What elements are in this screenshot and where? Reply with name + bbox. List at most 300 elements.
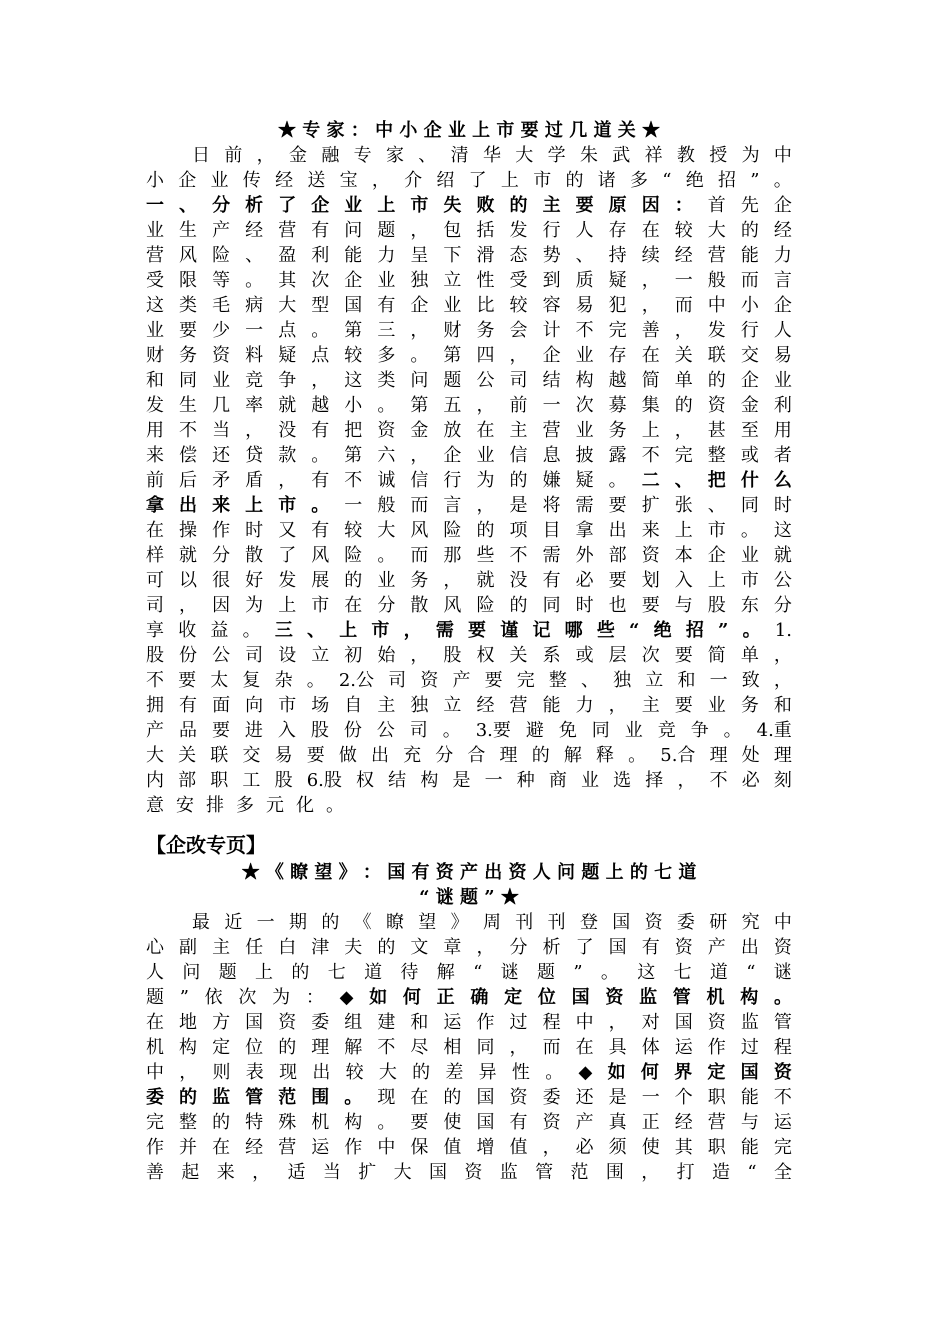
text-glyph: 华 bbox=[482, 145, 501, 166]
text-glyph: 释 bbox=[595, 745, 614, 766]
text-glyph: 为 bbox=[245, 595, 264, 616]
text-glyph: 能 bbox=[740, 245, 759, 266]
text-glyph: 学 bbox=[547, 145, 566, 166]
text-glyph: 解 bbox=[344, 1037, 363, 1058]
text-glyph: 三 bbox=[274, 620, 293, 641]
text-glyph: 散 bbox=[245, 545, 264, 566]
text-glyph: 记 bbox=[532, 620, 551, 641]
text-glyph: ， bbox=[542, 1137, 561, 1158]
text-glyph: 犯 bbox=[608, 295, 627, 316]
text-glyph: 如 bbox=[607, 1062, 626, 1083]
text-glyph: 增 bbox=[476, 1137, 495, 1158]
text-glyph: 业 bbox=[377, 270, 396, 291]
text-glyph: 务 bbox=[410, 570, 429, 591]
text-glyph: 大 bbox=[515, 145, 534, 166]
text-glyph: 问 bbox=[410, 370, 429, 391]
text-glyph: 。 bbox=[442, 720, 461, 741]
text-glyph: 期 bbox=[288, 912, 307, 933]
text-glyph: 第 bbox=[410, 395, 429, 416]
text-glyph: 。 bbox=[740, 520, 759, 541]
text-glyph: “ bbox=[473, 962, 483, 983]
text-glyph: 疑 bbox=[608, 270, 627, 291]
text-glyph: 中 bbox=[146, 1062, 164, 1083]
text-glyph: 要 bbox=[468, 620, 487, 641]
text-glyph: 委 bbox=[311, 1012, 330, 1033]
text-glyph: 受 bbox=[146, 270, 164, 291]
text-glyph: 财 bbox=[146, 345, 164, 366]
text-glyph: 副 bbox=[179, 937, 198, 958]
text-glyph: 立 bbox=[311, 645, 330, 666]
text-glyph: 发 bbox=[146, 395, 164, 416]
text-glyph: 完 bbox=[608, 320, 627, 341]
text-glyph: 。 bbox=[377, 1112, 396, 1133]
text-glyph: 构 bbox=[420, 770, 439, 791]
text-glyph: 善 bbox=[146, 1162, 164, 1183]
text-glyph: 什 bbox=[740, 470, 759, 491]
text-glyph: 尽 bbox=[410, 1037, 429, 1058]
text-line bbox=[146, 468, 792, 493]
text-line bbox=[146, 743, 792, 768]
text-glyph: 在 bbox=[575, 1037, 594, 1058]
text-glyph: 信 bbox=[410, 470, 429, 491]
text-glyph: 疑 bbox=[278, 345, 297, 366]
text-glyph: 的 bbox=[565, 170, 584, 191]
text-glyph: 分 bbox=[212, 195, 231, 216]
text-glyph: 充 bbox=[403, 745, 422, 766]
text-glyph: 益 bbox=[210, 620, 229, 641]
text-glyph: 次 bbox=[311, 270, 330, 291]
text-glyph: 打 bbox=[676, 1162, 695, 1183]
text-glyph: 产 bbox=[575, 1112, 594, 1133]
text-glyph: 相 bbox=[443, 1037, 462, 1058]
text-glyph: 几 bbox=[212, 395, 231, 416]
text-glyph: 国 bbox=[429, 1162, 447, 1183]
text-glyph: 界 bbox=[674, 1062, 693, 1083]
text-glyph: 行 bbox=[443, 470, 462, 491]
text-glyph: 第 bbox=[344, 320, 363, 341]
text-glyph: 项 bbox=[509, 520, 528, 541]
text-glyph: 向 bbox=[245, 695, 264, 716]
text-glyph: 绝 bbox=[685, 170, 704, 191]
text-glyph: 构 bbox=[344, 1112, 363, 1133]
text-glyph: 原 bbox=[608, 195, 627, 216]
text-glyph: 刊 bbox=[547, 912, 566, 933]
text-glyph: 经 bbox=[245, 1137, 264, 1158]
text-glyph: 研 bbox=[709, 912, 728, 933]
text-glyph: 立 bbox=[443, 270, 462, 291]
text-glyph: 以 bbox=[179, 570, 198, 591]
text-glyph: 较 bbox=[344, 345, 363, 366]
text-glyph: 六 bbox=[377, 445, 396, 466]
text-glyph: 较 bbox=[345, 1062, 364, 1083]
text-glyph: 就 bbox=[278, 395, 297, 416]
text-glyph: 营 bbox=[278, 1137, 297, 1158]
text-glyph: 的 bbox=[707, 370, 726, 391]
text-glyph: 的 bbox=[377, 937, 396, 958]
text-glyph: ： bbox=[305, 987, 324, 1008]
text-glyph: 务 bbox=[476, 320, 495, 341]
text-glyph: 的 bbox=[321, 912, 340, 933]
text-glyph: 其 bbox=[278, 270, 297, 291]
text-glyph: 风 bbox=[410, 520, 429, 541]
text-glyph: 专 bbox=[353, 145, 372, 166]
text-glyph: 时 bbox=[575, 595, 594, 616]
text-glyph: 为 bbox=[272, 987, 291, 1008]
text-line bbox=[146, 218, 792, 243]
text-line bbox=[146, 293, 792, 318]
text-glyph: 资 bbox=[707, 395, 726, 416]
text-glyph: 先 bbox=[740, 195, 759, 216]
text-glyph: 企 bbox=[410, 295, 429, 316]
text-glyph: 般 bbox=[377, 495, 396, 516]
text-glyph: 需 bbox=[542, 545, 561, 566]
text-glyph: 不 bbox=[146, 670, 164, 691]
text-glyph: 必 bbox=[575, 570, 594, 591]
text-glyph: 差 bbox=[445, 1062, 464, 1083]
text-glyph: 七 bbox=[327, 962, 346, 983]
text-glyph: 务 bbox=[740, 695, 759, 716]
text-glyph: 出 bbox=[740, 937, 759, 958]
text-glyph: 构 bbox=[740, 987, 759, 1008]
text-glyph: 次 bbox=[641, 645, 660, 666]
text-glyph: 有 bbox=[311, 520, 330, 541]
text-glyph: 盈 bbox=[278, 245, 297, 266]
text-glyph: 拿 bbox=[575, 520, 594, 541]
text-glyph: 这 bbox=[146, 295, 164, 316]
text-glyph: 股 bbox=[707, 595, 726, 616]
text-glyph: 初 bbox=[344, 645, 363, 666]
text-glyph: 适 bbox=[287, 1162, 306, 1183]
text-glyph: 结 bbox=[542, 370, 561, 391]
text-glyph: 毛 bbox=[212, 295, 231, 316]
text-glyph: 了 bbox=[575, 937, 594, 958]
text-glyph: 放 bbox=[443, 420, 462, 441]
text-glyph: 始 bbox=[377, 645, 396, 666]
text-glyph: 发 bbox=[707, 320, 726, 341]
text-glyph: 业 bbox=[146, 320, 164, 341]
text-glyph: 司 bbox=[388, 670, 407, 691]
text-glyph: 完 bbox=[674, 445, 693, 466]
text-glyph: 来 bbox=[146, 445, 164, 466]
text-glyph: 起 bbox=[181, 1162, 200, 1183]
text-glyph: 题 bbox=[377, 220, 396, 241]
text-glyph: 问 bbox=[182, 962, 201, 983]
text-glyph: 立 bbox=[443, 695, 462, 716]
text-glyph: 理 bbox=[773, 745, 792, 766]
text-glyph: 的 bbox=[291, 962, 310, 983]
text-glyph: ， bbox=[677, 770, 696, 791]
text-glyph: 不 bbox=[773, 1087, 792, 1108]
text-glyph: 免 bbox=[558, 720, 577, 741]
text-glyph: 题 bbox=[146, 987, 164, 1008]
text-glyph: 。 bbox=[628, 745, 647, 766]
text-glyph: 司 bbox=[146, 595, 164, 616]
text-glyph: 任 bbox=[245, 937, 264, 958]
text-glyph: 市 bbox=[311, 595, 330, 616]
text-glyph: 来 bbox=[216, 1162, 235, 1183]
text-glyph: 问 bbox=[344, 220, 363, 241]
text-glyph: 构 bbox=[575, 370, 594, 391]
text-glyph: ” bbox=[573, 962, 583, 983]
text-glyph: ， bbox=[410, 320, 429, 341]
text-glyph: 操 bbox=[179, 520, 198, 541]
text-glyph: 生 bbox=[179, 220, 198, 241]
text-line bbox=[146, 1035, 792, 1060]
text-glyph: 业 bbox=[146, 220, 164, 241]
text-glyph: 本 bbox=[674, 545, 693, 566]
text-glyph: 内 bbox=[146, 770, 164, 791]
text-glyph: 围 bbox=[311, 1087, 330, 1108]
text-glyph: 朱 bbox=[579, 145, 598, 166]
text-glyph: 经 bbox=[476, 695, 495, 716]
text-glyph: 至 bbox=[740, 420, 759, 441]
text-glyph: 风 bbox=[443, 595, 462, 616]
text-glyph: 范 bbox=[570, 1162, 589, 1183]
text-line bbox=[146, 643, 792, 668]
text-glyph: 日 bbox=[192, 145, 210, 166]
text-glyph: 运 bbox=[311, 1137, 330, 1158]
text-glyph: 病 bbox=[245, 295, 264, 316]
text-glyph: 司 bbox=[409, 720, 428, 741]
text-glyph: 系 bbox=[542, 645, 561, 666]
text-line bbox=[146, 793, 792, 818]
text-line bbox=[146, 1160, 792, 1185]
text-glyph: 、 bbox=[575, 245, 594, 266]
text-glyph: 生 bbox=[179, 395, 198, 416]
text-glyph: 交 bbox=[740, 345, 759, 366]
text-glyph: 务 bbox=[179, 345, 198, 366]
text-glyph: ， bbox=[245, 420, 264, 441]
text-glyph: 这 bbox=[637, 962, 656, 983]
text-glyph: 容 bbox=[542, 295, 561, 316]
text-glyph: 》 bbox=[450, 912, 469, 933]
text-glyph: 谜 bbox=[773, 962, 792, 983]
text-glyph: 力 bbox=[377, 245, 396, 266]
text-glyph: 多 bbox=[377, 345, 396, 366]
text-glyph: 业 bbox=[210, 170, 229, 191]
text-glyph: 2.公 bbox=[338, 670, 375, 691]
text-glyph: 多 bbox=[236, 795, 254, 816]
text-glyph: 在 bbox=[146, 520, 164, 541]
text-glyph: 有 bbox=[311, 420, 330, 441]
text-glyph: 种 bbox=[516, 770, 535, 791]
text-glyph: 营 bbox=[542, 420, 561, 441]
text-glyph: 是 bbox=[608, 1087, 627, 1108]
text-glyph: 股 bbox=[146, 645, 164, 666]
text-glyph: 公 bbox=[376, 720, 395, 741]
text-glyph: 必 bbox=[575, 1137, 594, 1158]
text-glyph: 理 bbox=[499, 745, 518, 766]
text-glyph: 争 bbox=[278, 370, 297, 391]
text-glyph: 诸 bbox=[597, 170, 616, 191]
text-glyph: 大 bbox=[378, 1062, 397, 1083]
text-glyph: 其 bbox=[674, 1137, 693, 1158]
text-glyph: 过 bbox=[509, 1012, 528, 1033]
text-glyph: 3.要 bbox=[475, 720, 511, 741]
text-glyph: 机 bbox=[311, 1112, 330, 1133]
text-glyph: 竞 bbox=[657, 720, 676, 741]
text-glyph: 或 bbox=[740, 445, 759, 466]
text-glyph: 把 bbox=[707, 470, 726, 491]
text-glyph: 要 bbox=[608, 570, 627, 591]
text-glyph: 有 bbox=[179, 695, 198, 716]
text-glyph: 业 bbox=[443, 295, 462, 316]
text-glyph: 机 bbox=[146, 1037, 164, 1058]
text-glyph: 公 bbox=[773, 570, 792, 591]
text-glyph: 不 bbox=[575, 320, 594, 341]
text-line bbox=[146, 985, 792, 1010]
text-glyph: ， bbox=[403, 620, 422, 641]
text-glyph: 多 bbox=[629, 170, 648, 191]
text-glyph: 来 bbox=[212, 495, 231, 516]
text-glyph: 使 bbox=[641, 1137, 660, 1158]
text-glyph: 发 bbox=[509, 220, 528, 241]
text-glyph: 管 bbox=[535, 1162, 554, 1183]
text-glyph: 同 bbox=[476, 1037, 495, 1058]
text-glyph: 存 bbox=[608, 345, 627, 366]
text-glyph: 资 bbox=[464, 1162, 483, 1183]
text-glyph: 出 bbox=[370, 745, 389, 766]
text-glyph: 企 bbox=[707, 545, 726, 566]
text-glyph: 次 bbox=[238, 987, 257, 1008]
text-glyph: 这 bbox=[344, 370, 363, 391]
text-glyph: 监 bbox=[639, 987, 658, 1008]
text-glyph: 股 bbox=[274, 770, 293, 791]
text-glyph: 而 bbox=[410, 545, 429, 566]
text-glyph: 送 bbox=[307, 170, 326, 191]
text-glyph: 解 bbox=[563, 745, 582, 766]
text-glyph: 。 bbox=[600, 962, 619, 983]
text-line bbox=[146, 960, 792, 985]
text-glyph: 可 bbox=[146, 570, 164, 591]
text-glyph: 拥 bbox=[146, 695, 164, 716]
text-glyph: 国 bbox=[612, 912, 631, 933]
text-glyph: 国 bbox=[476, 1112, 495, 1133]
text-glyph: 而 bbox=[410, 495, 429, 516]
text-glyph: 信 bbox=[509, 445, 528, 466]
text-glyph: 、 bbox=[581, 670, 600, 691]
text-glyph: 上 bbox=[278, 595, 297, 616]
text-glyph: 出 bbox=[608, 520, 627, 541]
text-glyph: 化 bbox=[296, 795, 314, 816]
text-glyph: 态 bbox=[509, 245, 528, 266]
text-glyph: 委 bbox=[542, 1087, 561, 1108]
text-glyph: 市 bbox=[740, 570, 759, 591]
text-glyph: 管 bbox=[773, 1012, 792, 1033]
text-glyph: 同 bbox=[591, 720, 610, 741]
text-line bbox=[146, 543, 792, 568]
text-glyph: 要 bbox=[641, 595, 660, 616]
text-glyph: ， bbox=[608, 1012, 627, 1033]
text-glyph: 国 bbox=[571, 987, 590, 1008]
text-glyph: 企 bbox=[542, 345, 561, 366]
text-glyph: 力 bbox=[575, 695, 594, 716]
text-glyph: 不 bbox=[709, 770, 728, 791]
text-glyph: 业 bbox=[575, 345, 594, 366]
text-glyph: 利 bbox=[773, 395, 792, 416]
text-line bbox=[146, 368, 792, 393]
text-glyph: 现 bbox=[377, 1087, 396, 1108]
text-glyph: 绝 bbox=[653, 620, 672, 641]
text-glyph: 经 bbox=[245, 220, 264, 241]
text-glyph: 竞 bbox=[245, 370, 264, 391]
text-line bbox=[146, 568, 792, 593]
text-glyph: 少 bbox=[212, 320, 231, 341]
text-line bbox=[146, 168, 792, 193]
text-glyph: 是 bbox=[509, 495, 528, 516]
text-glyph: 而 bbox=[542, 1037, 561, 1058]
text-glyph: 企 bbox=[740, 370, 759, 391]
text-glyph: 析 bbox=[542, 937, 561, 958]
text-glyph: 一 bbox=[344, 495, 363, 516]
text-glyph: 瞭 bbox=[385, 912, 404, 933]
text-glyph: ， bbox=[252, 1162, 271, 1183]
text-glyph: 运 bbox=[773, 1112, 792, 1133]
text-glyph: 同 bbox=[542, 595, 561, 616]
text-glyph: 在 bbox=[476, 420, 495, 441]
article2-title-line2 bbox=[146, 885, 792, 910]
text-glyph: 险 bbox=[344, 545, 363, 566]
text-line bbox=[146, 935, 792, 960]
text-glyph: 正 bbox=[436, 987, 455, 1008]
text-glyph: 次 bbox=[575, 395, 594, 416]
text-glyph: 和 bbox=[677, 670, 696, 691]
article1-title bbox=[146, 118, 792, 143]
text-line bbox=[146, 343, 792, 368]
text-glyph: ， bbox=[179, 595, 198, 616]
text-glyph: 因 bbox=[212, 595, 231, 616]
text-glyph: 主 bbox=[542, 195, 561, 216]
text-glyph: 而 bbox=[674, 295, 693, 316]
text-glyph: 的 bbox=[179, 1087, 198, 1108]
text-glyph: 前 bbox=[509, 395, 528, 416]
text-glyph: 要 bbox=[674, 645, 693, 666]
text-glyph: ， bbox=[476, 395, 495, 416]
text-glyph: 特 bbox=[245, 1112, 264, 1133]
text-glyph: 的 bbox=[412, 1062, 431, 1083]
text-glyph: 财 bbox=[443, 320, 462, 341]
text-glyph: 正 bbox=[641, 1112, 660, 1133]
text-glyph: 分 bbox=[509, 937, 528, 958]
text-glyph: 部 bbox=[608, 545, 627, 566]
text-line bbox=[146, 193, 792, 218]
text-glyph: 、 bbox=[418, 145, 437, 166]
text-glyph: ” bbox=[718, 620, 729, 641]
text-glyph: 市 bbox=[371, 620, 390, 641]
text-glyph: 当 bbox=[212, 420, 231, 441]
text-glyph: 了 bbox=[278, 545, 297, 566]
text-glyph: 要 bbox=[306, 745, 325, 766]
text-glyph: 市 bbox=[410, 195, 429, 216]
text-glyph: 要 bbox=[410, 1112, 429, 1133]
text-glyph: 。 bbox=[344, 1087, 363, 1108]
text-glyph: 要 bbox=[674, 695, 693, 716]
text-line bbox=[146, 143, 792, 168]
article2-body bbox=[146, 910, 792, 1185]
text-glyph: 的 bbox=[212, 1112, 231, 1133]
text-glyph: 一 bbox=[674, 270, 693, 291]
text-glyph: 道 bbox=[364, 962, 383, 983]
text-glyph: 样 bbox=[146, 545, 164, 566]
text-glyph: 有 bbox=[311, 470, 330, 491]
text-glyph: 、 bbox=[674, 470, 693, 491]
text-glyph: 国 bbox=[674, 1012, 693, 1033]
text-glyph: 。 bbox=[773, 170, 792, 191]
text-glyph: 进 bbox=[244, 720, 263, 741]
text-glyph: 组 bbox=[344, 1012, 363, 1033]
text-line bbox=[146, 618, 792, 643]
text-glyph: 因 bbox=[641, 195, 660, 216]
